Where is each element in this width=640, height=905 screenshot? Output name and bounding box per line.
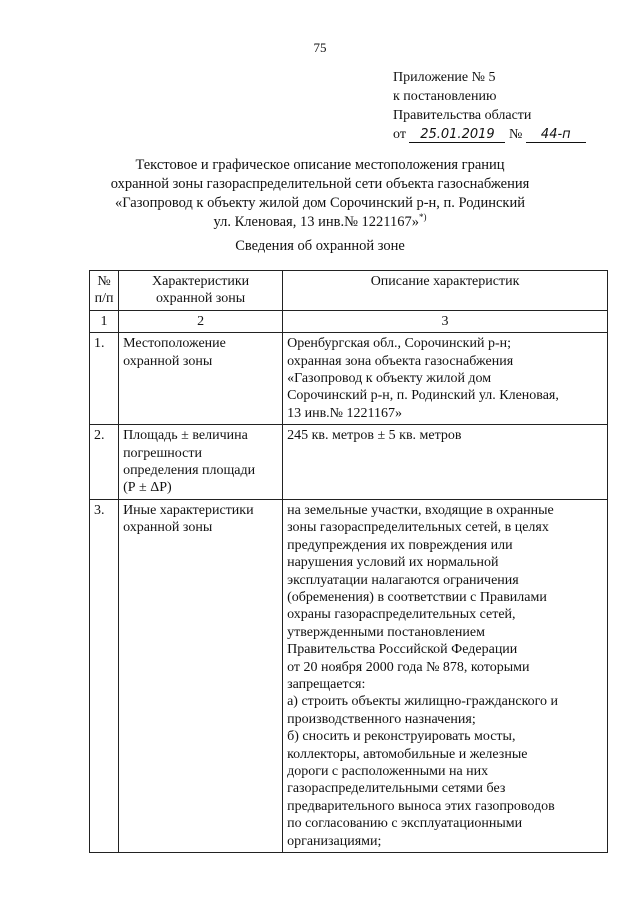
- table-row: [90, 499, 608, 852]
- cell-line: а) строить объекты жилищно-гражданского и: [287, 694, 559, 710]
- handwritten-date: 25.01.2019: [409, 127, 505, 143]
- cell-line: «Газопровод к объекту жилой дом: [287, 371, 492, 387]
- header-characteristic: Характеристики охранной зоны: [119, 271, 283, 311]
- row-description: [283, 333, 608, 425]
- cell-line: охранная зона объекта газоснабжения: [287, 353, 514, 369]
- cell-line: на земельные участки, входящие в охранные: [287, 502, 554, 518]
- cell-line: производственного назначения;: [287, 711, 476, 727]
- header-num: № п/п: [90, 271, 119, 311]
- table-row: [90, 333, 608, 425]
- cell-line: б) сносить и реконструировать мосты,: [287, 729, 516, 745]
- row-number: 1.: [90, 333, 119, 425]
- appendix-line-3: Правительства области: [393, 108, 532, 123]
- header-description: Описание характеристик: [283, 271, 608, 311]
- cell-line: (обременения) в соответствии с Правилами: [287, 589, 547, 605]
- cell-line: эксплуатации налагаются ограничения: [287, 572, 519, 588]
- cell-line: газораспределительными сетями без: [287, 781, 506, 797]
- cell-line: погрешности: [123, 445, 202, 461]
- title-line-1: Текстовое и графическое описание местоположения границ: [135, 157, 505, 173]
- cell-line: Иные характеристики: [123, 502, 254, 518]
- cell-line: Оренбургская обл., Сорочинский р-н;: [287, 336, 511, 352]
- cell-line: предупреждения их повреждения или: [287, 537, 513, 553]
- cell-line: 245 кв. метров ± 5 кв. метров: [287, 428, 462, 444]
- title-line-4-text: ул. Кленовая, 13 инв.№ 1221167»: [213, 214, 419, 230]
- column-number-2: 2: [119, 310, 283, 332]
- cell-line: дороги с расположенными на них: [287, 763, 489, 779]
- cell-line: по согласованию с эксплуатационными: [287, 816, 523, 832]
- row-number: 3.: [90, 499, 119, 852]
- column-number-row: [90, 310, 608, 332]
- cell-line: Площадь ± величина: [123, 428, 248, 444]
- cell-line: определения площади: [123, 463, 256, 479]
- page-number: 75: [313, 40, 327, 55]
- table-row: [90, 425, 608, 500]
- table-header-row: [90, 271, 608, 311]
- cell-line: запрещается:: [287, 676, 366, 692]
- row-characteristic: [119, 425, 283, 500]
- appendix-date-line: [393, 125, 586, 144]
- cell-line: (Р ± ΔР): [123, 480, 172, 496]
- cell-line: Сорочинский р-н, п. Родинский ул. Кленовая,: [287, 388, 559, 404]
- title-line-2: охранной зоны газораспределительной сети объекта газоснабжения: [110, 176, 530, 192]
- cell-line: утвержденными постановлением: [287, 624, 485, 640]
- cell-line: охранной зоны: [123, 520, 213, 536]
- cell-line: нарушения условий их нормальной: [287, 555, 499, 571]
- cell-line: охраны газораспределительных сетей,: [287, 607, 516, 623]
- row-description: [283, 425, 608, 500]
- cell-line: организациями;: [287, 833, 382, 849]
- title-line-4: [90, 213, 550, 232]
- document-title: [90, 156, 550, 232]
- cell-line: зоны газораспределительных сетей, в целях: [287, 520, 549, 536]
- row-characteristic: [119, 499, 283, 852]
- cell-line: 13 инв.№ 1221167»: [287, 405, 403, 421]
- column-number-1: 1: [90, 310, 119, 332]
- appendix-line-2: к постановлению: [393, 89, 497, 104]
- handwritten-number: 44-п: [526, 127, 586, 143]
- appendix-block: [393, 68, 586, 144]
- row-description: [283, 499, 608, 852]
- cell-line: коллекторы, автомобильные и железные: [287, 746, 528, 762]
- cell-line: от 20 ноября 2000 года № 878, которыми: [287, 659, 530, 675]
- row-number: 2.: [90, 425, 119, 500]
- number-label: №: [508, 127, 523, 142]
- from-prefix: от: [393, 127, 406, 142]
- section-subtitle: Сведения об охранной зоне: [235, 238, 405, 254]
- cell-line: предварительного выноса этих газопроводов: [287, 798, 555, 814]
- protection-zone-table: [89, 270, 608, 853]
- appendix-line-1: Приложение № 5: [393, 70, 496, 85]
- footnote-mark: *): [419, 212, 427, 223]
- cell-line: Правительства Российской Федерации: [287, 642, 518, 658]
- row-characteristic: Местоположение охранной зоны: [119, 333, 283, 425]
- column-number-3: 3: [283, 310, 608, 332]
- title-line-3: «Газопровод к объекту жилой дом Сорочинский р-н, п. Родинский: [114, 195, 525, 211]
